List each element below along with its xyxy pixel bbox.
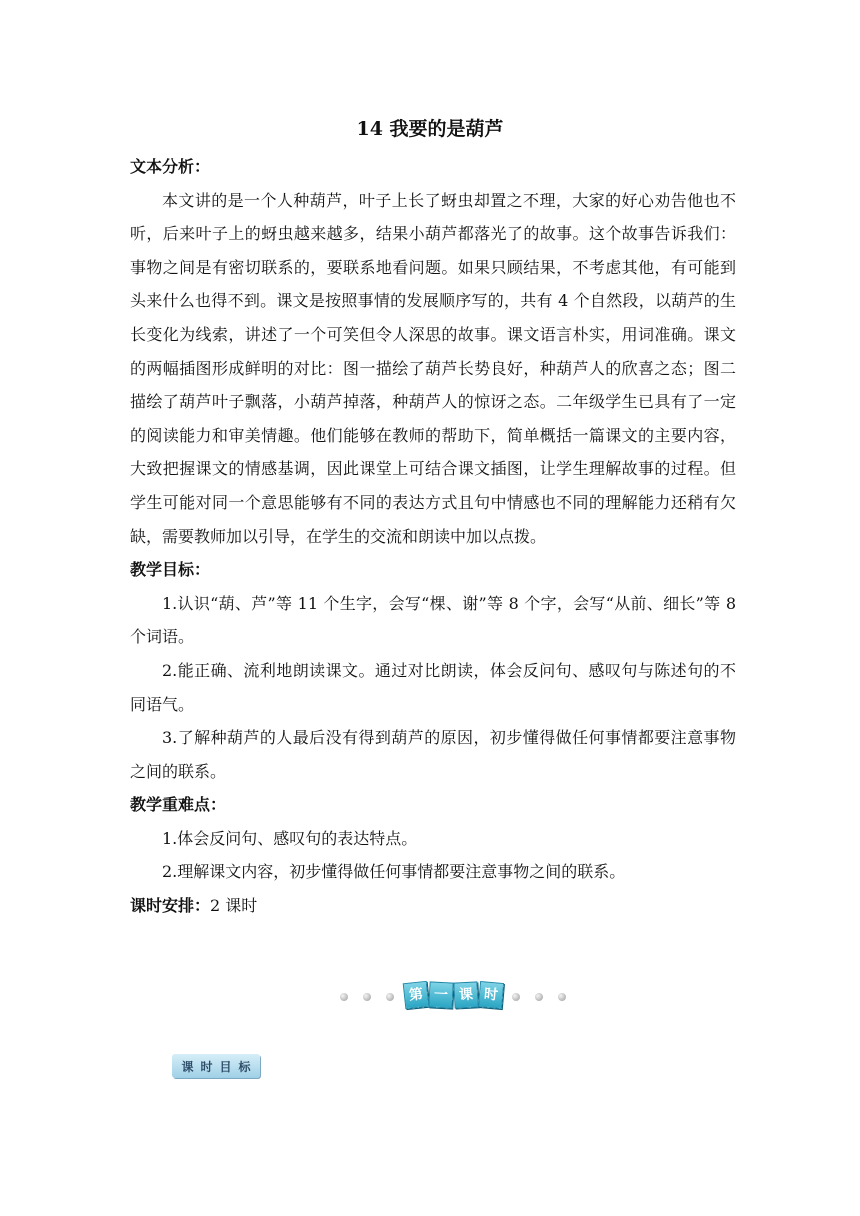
divider-dot-icon (386, 993, 394, 1001)
schedule-value: 2 课时 (210, 896, 258, 916)
schedule-label: 课时安排： (130, 896, 211, 916)
schedule-line (130, 889, 736, 923)
badge-char: 一 (428, 981, 453, 1008)
divider-dot-icon (363, 993, 371, 1001)
text-analysis-heading: 文本分析： (130, 157, 211, 176)
first-lesson-badge (404, 982, 504, 1008)
divider-dot-icon (340, 993, 348, 1001)
document-body (130, 150, 736, 923)
text-analysis-paragraph: 本文讲的是一个人种葫芦，叶子上长了蚜虫却置之不理，大家的好心劝告他也不听，后来叶子上的蚜虫越来越多，结果小葫芦都落光了的故事。这个故事告诉我们：事物之间是有密切联系的，要联系地看问题。如果只顾结果，不考虑其他，有可能到头来什么也得不到。课文是按照事情的发展顺序写的，共有 4 个自然段，以葫芦的生长变化为线索，讲述了一个可笑但令人深思的故事。课文语言朴实，用词准确。课文的两幅插图形成鲜明的对比：图一描绘了葫芦长势良好，种葫芦人的欣喜之态；图二描绘了葫芦叶子飘落，小葫芦掉落，种葫芦人的惊讶之态。二年级学生已具有了一定的阅读能力和审美情趣。他们能够在教师的帮助下，简单概括一篇课文的主要内容，大致把握课文的情感基调，因此课堂上可结合课文插图，让学生理解故事的过程。但学生可能对同一个意思能够有不同的表达方式且句中情感也不同的理解能力还稍有欠缺，需要教师加以引导，在学生的交流和朗读中加以点拨。 (130, 190, 736, 546)
document-title: 14 我要的是葫芦 (356, 118, 504, 140)
tag-char: 标 (238, 1059, 251, 1074)
lesson-goal-tag (172, 1054, 260, 1078)
teaching-goal-item: 1.认识“葫、芦”等 11 个生字，会写“棵、谢”等 8 个字，会写“从前、细长”等 8 个词语。 (130, 593, 736, 647)
divider-dot-icon (512, 993, 520, 1001)
tag-char: 课 (181, 1059, 194, 1074)
tag-char: 时 (200, 1059, 213, 1074)
teaching-goal-item: 3.了解种葫芦的人最后没有得到葫芦的原因，初步懂得做任何事情都要注意事物之间的联系。 (130, 728, 736, 781)
divider-dot-icon (558, 993, 566, 1001)
teaching-goals-heading: 教学目标： (130, 560, 211, 580)
key-point-item: 2.理解课文内容，初步懂得做任何事情都要注意事物之间的联系。 (162, 862, 626, 882)
key-points-heading: 教学重难点： (130, 795, 227, 815)
tag-char: 目 (219, 1059, 232, 1074)
badge-char: 课 (453, 981, 478, 1008)
badge-char: 时 (478, 981, 504, 1009)
key-point-item: 1.体会反问句、感叹句的表达特点。 (162, 828, 418, 848)
first-lesson-divider (0, 980, 860, 1014)
teaching-goal-item: 2.能正确、流利地朗读课文。通过对比朗读，体会反问句、感叹句与陈述句的不同语气。 (130, 660, 736, 714)
divider-dot-icon (535, 993, 543, 1001)
badge-char: 第 (403, 981, 430, 1009)
